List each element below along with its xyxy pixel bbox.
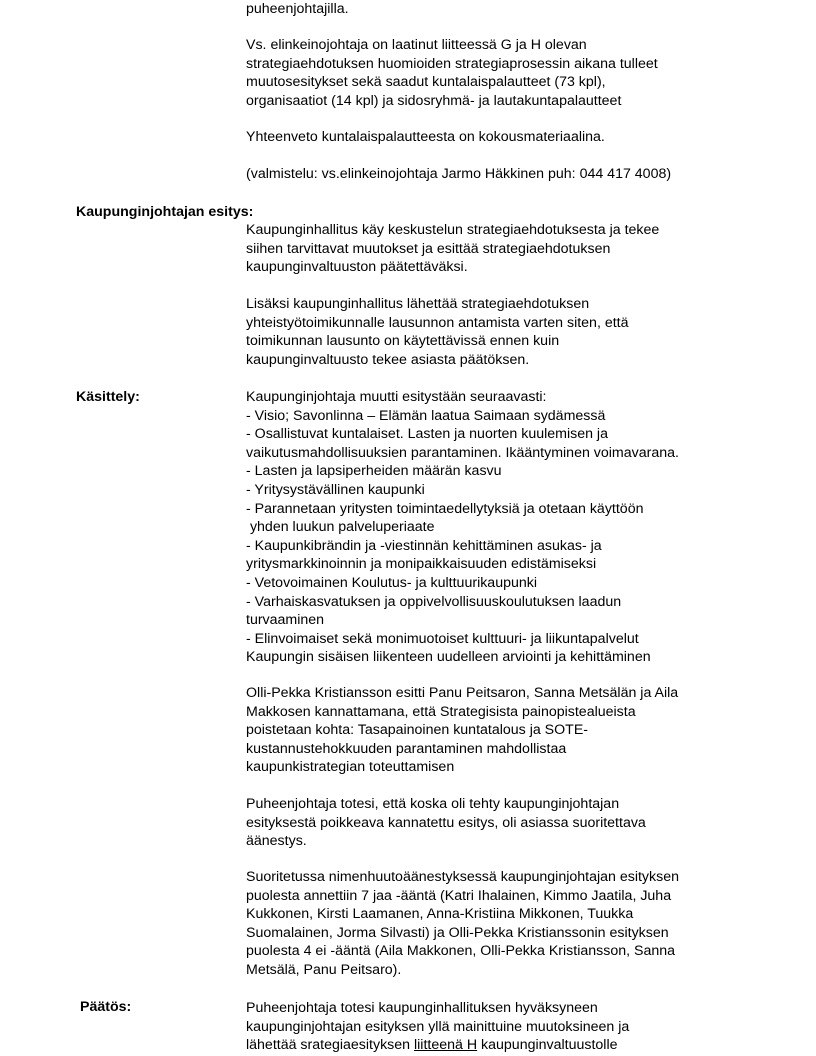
text-line: Puheenjohtaja totesi kaupunginhallituksen hyväksyneen [246,1000,598,1016]
text-line: Yhteenveto kuntalaispalautteesta on kokousmateriaalina. [246,129,605,145]
text-line: kaupunginjohtajan esityksen yllä mainittuine muutoksineen ja [246,1018,630,1035]
text-fragment: kaupunginvaltuustolle [477,1037,618,1054]
kasittely-proposal [246,684,776,777]
text-line: muutosesitykset sekä saadut kuntalaispalautteet (73 kpl), [246,74,606,91]
text-line: kaupunkistrategian toteuttamisen [246,759,455,776]
paatos-paragraph [246,999,776,1055]
list-item: - Varhaiskasvatuksen ja oppivelvollisuuskoulutuksen laadun [246,593,622,610]
list-item: yritysmarkkinoinnin ja monipaikkaisuuden edistämiseksi [246,556,597,573]
text-line: Suoritetussa nimenhuutoäänestyksessä kaupunginjohtajan esityksen [246,869,679,885]
kasittely-changes-list [246,388,776,667]
kasittely-vote-result [246,868,776,980]
text-line: toimikunnan lausunto on käytettävissä ennen kuin [246,333,560,350]
list-item: - Kaupunkibrändin ja -viestinnän kehittäminen asukas- ja [246,537,602,554]
text-line: yhteistyötoimikunnalle lausunnon antamista varten siten, että [246,314,629,331]
list-item: - Osallistuvat kuntalaiset. Lasten ja nuorten kuulemisen ja [246,426,608,443]
text-line: siihen tarvittavat muutokset ja esittää strategiaehdotuksen [246,240,611,257]
text-line: äänestys. [246,833,307,850]
list-item: turvaaminen [246,612,325,629]
esitys-paragraph-1 [246,221,776,277]
text-line: puolesta annettiin 7 jaa -ääntä (Katri Ihalainen, Kimmo Jaatila, Juha [246,887,672,904]
section-label-kasittely: Käsittely: [76,389,140,405]
text-line: kustannustehokkuuden parantaminen mahdollistaa [246,740,567,757]
text-line: puolesta 4 ei -ääntä (Aila Makkonen, Olli-Pekka Kristiansson, Sanna [246,943,676,960]
text-line: Metsälä, Panu Peitsaro). [246,961,402,978]
list-item: - Vetovoimainen Koulutus- ja kulttuurikaupunki [246,574,538,591]
list-item: - Yritysystävällinen kaupunki [246,481,425,498]
section-label-esitys: Kaupunginjohtajan esitys: [76,204,254,220]
text-line [246,1036,776,1055]
text-line: Kaupunginjohtaja muutti esitystään seuraavasti: [246,389,547,405]
list-item: yhden luukun palveluperiaate [246,519,435,536]
text-line: strategiaehdotuksen huomioiden strategiaprosessin aikana tulleet [246,55,658,72]
text-line: Kaupunginhallitus käy keskustelun strategiaehdotuksesta ja tekee [246,222,660,238]
esitys-paragraph-2 [246,295,776,369]
text-line: Vs. elinkeinojohtaja on laatinut liitteessä G ja H olevan [246,37,587,53]
text-line: organisaatiot (14 kpl) ja sidosryhmä- ja lautakuntapalautteet [246,92,622,109]
attachment-link[interactable]: liitteenä H [414,1037,478,1054]
text-fragment: lähettää srategiaesityksen [246,1037,414,1054]
text-line: kaupunginvaltuuston päätettäväksi. [246,259,468,276]
text-line: Puheenjohtaja totesi, että koska oli tehty kaupunginjohtajan [246,796,620,812]
text-line: Suomalainen, Jorma Silvasti) ja Olli-Pekka Kristianssonin esityksen [246,924,669,941]
text-line: Kukkonen, Kirsti Laamanen, Anna-Kristiina Mikkonen, Tuukka [246,906,634,923]
intro-paragraph-2 [246,128,776,147]
intro-continuation [246,0,776,19]
text-line: kaupunginvaltuusto tekee asiasta päätöksen. [246,351,530,368]
list-item: - Elinvoimaiset sekä monimuotoiset kulttuuri- ja liikuntapalvelut [246,630,639,647]
intro-preparer-note [246,165,776,184]
text-line: puheenjohtajilla. [246,1,349,17]
section-label-paatos: Päätös: [80,999,132,1015]
text-line: Lisäksi kaupunginhallitus lähettää strategiaehdotuksen [246,296,590,312]
list-item: - Lasten ja lapsiperheiden määrän kasvu [246,463,502,480]
text-line: Olli-Pekka Kristiansson esitti Panu Peitsaron, Sanna Metsälän ja Aila [246,685,679,701]
kasittely-chair-statement [246,795,776,851]
intro-paragraph-1 [246,36,776,110]
list-item: - Parannetaan yritysten toimintaedellytyksiä ja otetaan käyttöön [246,500,644,517]
text-line: poistetaan kohta: Tasapainoinen kuntatalous ja SOTE- [246,722,589,739]
list-item: - Visio; Savonlinna – Elämän laatua Saimaan sydämessä [246,407,606,424]
list-item: Kaupungin sisäisen liikenteen uudelleen arviointi ja kehittäminen [246,649,651,666]
text-line: Makkosen kannattamana, että Strategisista painopistealueista [246,703,636,720]
list-item: vaikutusmahdollisuuksien parantaminen. Ikääntyminen voimavarana. [246,444,679,461]
text-line: (valmistelu: vs.elinkeinojohtaja Jarmo Häkkinen puh: 044 417 4008) [246,166,672,182]
text-line: esityksestä poikkeava kannatettu esitys, oli asiassa suoritettava [246,814,646,831]
